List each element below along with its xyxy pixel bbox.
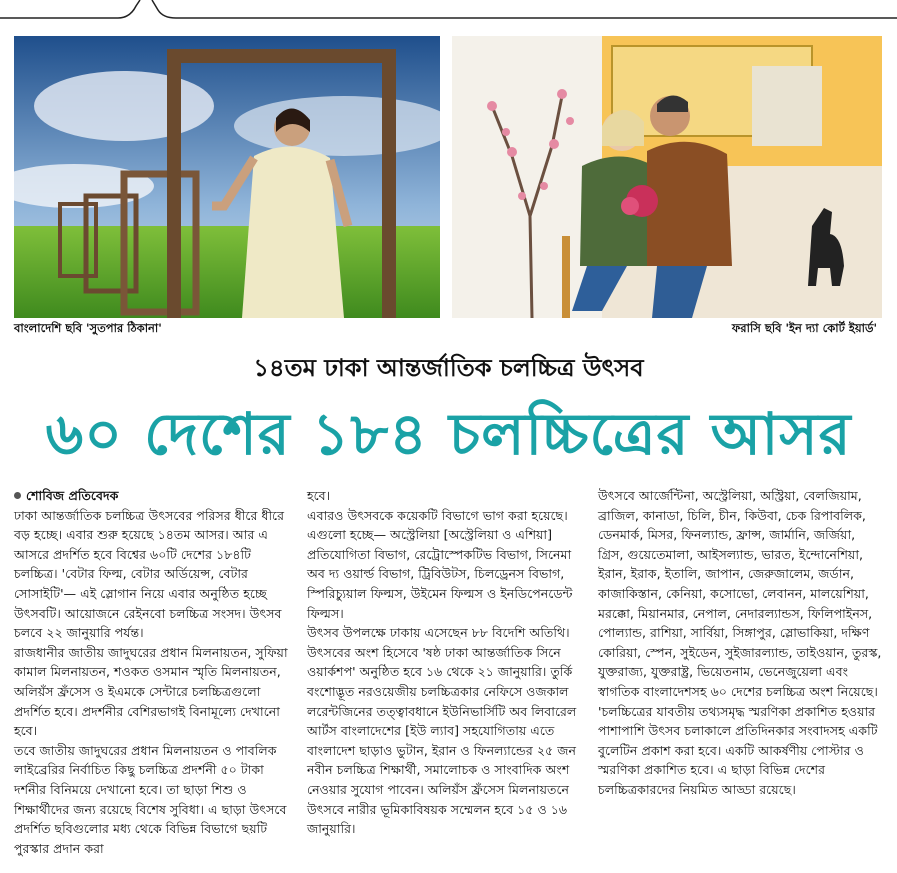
paragraph: রাজধানীর জাতীয় জাদুঘরের প্রধান মিলনায়তন, সুফিয়া কামাল মিলনায়তন, শওকত ওসমান স্মৃতি মিলনায়তন, অলিয়ঁস ফ্রঁসেস ও ইএমকে সেন্টারে চলচ্চিত্রগুলো প্রদর্শিত হবে। প্রদর্শনীর বেশিরভাগই বিনামূল্যে দেখানো হবে। — [14, 644, 288, 739]
article-column-1 — [14, 486, 297, 858]
article-column-3 — [598, 486, 883, 800]
paragraph: হবে। — [307, 488, 331, 503]
paragraph: ঢাকা আন্তর্জাতিক চলচ্চিত্র উৎসবের পরিসর ধীরে ধীরে বড় হচ্ছে। এবার শুরু হয়েছে ১৪তম আসর। আর এ আসরে প্রদর্শিত হবে বিশ্বের ৬০টি দেশের ১৮৪টি চলচ্চিত্র। 'বেটার ফিল্ম, বেটার অর্ডিয়েন্স, বেটার সোসাইটি'— এই স্লোগান নিয়ে এবার অনুষ্ঠিত হচ্ছে উৎসবটি। আয়োজনে রেইনবো চলচ্চিত্র সংসদ। উৎসব চলবে ২২ জানুয়ারি পর্যন্ত। — [14, 507, 285, 641]
paragraph: এবারও উৎসবকে কয়েকটি বিভাগে ভাগ করা হয়েছে। এগুলো হচ্ছে— অস্ট্রেলিয়া [অস্ট্রেলিয়া ও এশিয়া] প্রতিযোগিতা বিভাগ, রেট্রোস্পেকটিভ বিভাগ, সিনেমা অব দ্য ওয়ার্ল্ড বিভাগ, ট্রিবিউটস, চিলড্রেনস বিভাগ, স্পিরিচ্যুয়াল ফিল্মস, উইমেন ফিল্মস ও ইনডিপেনডেন্ট ফিল্মস। — [307, 507, 573, 621]
photo-caption-right: ফরাসি ছবি 'ইন দ্যা কোর্ট ইয়ার্ড' — [731, 321, 877, 335]
paragraph: উৎসব উপলক্ষে ঢাকায় এসেছেন ৮৮ বিদেশি অতিথি। — [307, 625, 570, 641]
photo-sutopar-thikana — [14, 36, 440, 318]
article-kicker: ১৪তম ঢাকা আন্তর্জাতিক চলচ্চিত্র উৎসব — [253, 354, 644, 382]
article-column-2 — [307, 486, 587, 839]
paragraph: 'চলচ্চিত্রের যাবতীয় তথ্যসমৃদ্ধ স্মরণিকা প্রকাশিত হওয়ার পাশাপাশি উৎসব চলাকালে প্রতিদিনকার সংবাদসহ একটি বুলেটিন প্রকাশ করা হবে। একটি আকর্ষণীয় পোস্টার ও স্মরণিকা প্রকাশিত হবে। এ ছাড়া বিভিন্ন দেশের চলচ্চিত্রকারদের নিয়মিত আড্ডা রয়েছে। — [598, 703, 878, 797]
bullet-icon — [14, 492, 21, 499]
top-frame-decoration — [0, 0, 897, 22]
paragraph: তবে জাতীয় জাদুঘরের প্রধান মিলনায়তন ও পাবলিক লাইব্রেরির নির্বাচিত কিছু চলচ্চিত্র প্রদর্শনী ৫০ টাকা দর্শনীর বিনিময়ে দেখানো হবে। তা ছাড়া শিশু ও শিক্ষার্থীদের জন্য রয়েছে বিশেষ সুবিধা। এ ছাড়া উৎসবে প্রদর্শিত ছবিগুলোর মধ্য থেকে বিভিন্ন বিভাগে ছয়টি পুরস্কার প্রদান করা — [14, 742, 287, 856]
photo-caption-left: বাংলাদেশি ছবি 'সুতপার ঠিকানা' — [14, 321, 162, 335]
paragraph: উৎসবের অংশ হিসেবে 'ষষ্ঠ ঢাকা আন্তর্জাতিক সিনে ওয়ার্কশপ' অনুষ্ঠিত হবে ১৬ থেকে ২১ জানুয়ারি। তুর্কি বংশোদ্ভূত নরওয়েজীয় চলচ্চিত্রকার নেফিসে ওজকাল লরেন্টজিনের তত্ত্বাবধানে ইউনিভার্সিটি অব লিবারেল আর্টস বাংলাদেশের [ইউ ল্যাব] সহযোগিতায় এতে বাংলাদেশ ছাড়াও ভুটান, ইরান ও ফিনল্যান্ডের ২৫ জন নবীন চলচ্চিত্র শিক্ষার্থী, সমালোচক ও সাংবাদিক অংশ নেওয়ার সুযোগ পাবেন। অলিয়ঁস ফ্রঁসেস মিলনায়তনে উৎসবে নারীর ভূমিকাবিষয়ক সম্মেলন হবে ১৫ ও ১৬ জানুয়ারি। — [307, 644, 577, 837]
byline — [14, 486, 297, 506]
article-headline: ৬০ দেশের ১৮৪ চলচ্চিত্রের আসর — [45, 400, 852, 468]
paragraph: উৎসবে আর্জেন্টিনা, অস্ট্রেলিয়া, অস্ট্রিয়া, বেলজিয়াম, ব্রাজিল, কানাডা, চিলি, চীন, কিউবা, চেক রিপাবলিক, ডেনমার্ক, মিসর, ফিনল্যান্ড, ফ্রান্স, জার্মানি, জর্জিয়া, গ্রিস, গুয়েতেমালা, আইসল্যান্ড, ভারত, ইন্দোনেশিয়া, ইরান, ইরাক, ইতালি, জাপান, জেরুজালেম, জর্ডান, কাজাকিস্তান, কেনিয়া, কসোভো, লেবানন, মালয়েশিয়া, মরক্কো, মিয়ানমার, নেপাল, নেদারল্যান্ডস, ফিলিপাইনস, পোল্যান্ড, রাশিয়া, সার্বিয়া, সিঙ্গাপুর, স্লোভাকিয়া, দক্ষিণ কোরিয়া, স্পেন, সুইডেন, সুইজারল্যান্ড, তাইওয়ান, তুরস্ক, যুক্তরাজ্য, যুক্তরাষ্ট্র, ভিয়েতনাম, ভেনেজুয়েলা এবং স্বাগতিক বাংলাদেশসহ ৬০ দেশের চলচ্চিত্র অংশ নিয়েছে। — [598, 488, 882, 699]
photo-in-the-courtyard — [452, 36, 882, 318]
byline-text: শোবিজ প্রতিবেদক — [26, 488, 119, 503]
